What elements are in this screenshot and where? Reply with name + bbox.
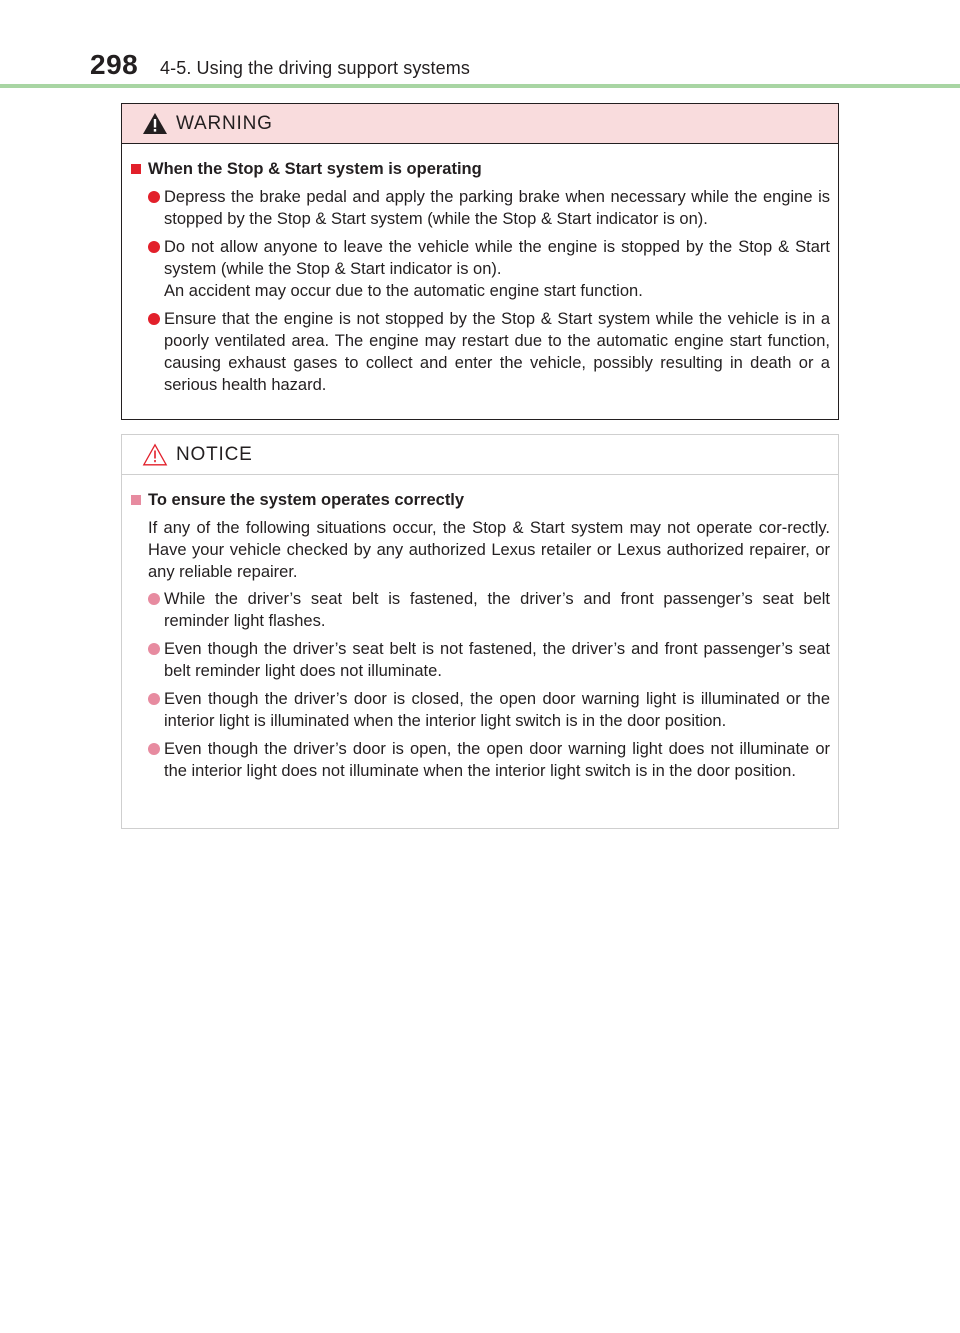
round-bullet-icon [148,743,160,755]
round-bullet-icon [148,643,160,655]
round-bullet-icon [148,693,160,705]
notice-header [122,435,838,475]
page-header [0,0,960,90]
round-bullet-icon [148,313,160,325]
warning-bullet [130,308,830,396]
warning-bullet [130,186,830,230]
bullet-text: Ensure that the engine is not stopped by the Stop & Start system while the vehicle is in a poorly ventilated area. The engine may restart due to the automatic engine start function, causing exhaust gases to collect and enter the vehicle, possibly resulting in death or a serious health hazard. [164,310,830,394]
notice-intro: If any of the following situations occur, the Stop & Start system may not operate cor-rectly. Have your vehicle checked by any authorized Lexus retailer or Lexus authorized repairer, or any reliable repairer. [148,519,830,581]
warning-body [122,144,838,396]
round-bullet-icon [148,593,160,605]
bullet-text: Even though the driver’s door is closed, the open door warning light is illuminated or the interior light is illuminated when the interior light switch is in the door position. [164,690,830,730]
page-number: 298 [90,49,139,80]
section-title: 4-5. Using the driving support systems [160,58,470,78]
notice-bullet [130,738,830,782]
bullet-text: Even though the driver’s seat belt is not fastened, the driver’s and front passenger’s seat belt reminder light does not illuminate. [164,640,830,680]
warning-header [122,104,838,144]
warning-subheading [130,158,830,180]
header-divider [0,84,960,88]
notice-triangle-outline-icon [142,443,168,466]
square-bullet-icon [131,495,141,505]
warning-box [121,103,839,420]
bullet-text-continued: An accident may occur due to the automatic engine start function. [164,282,643,300]
round-bullet-icon [148,241,160,253]
bullet-text: While the driver’s seat belt is fastened, the driver’s and front passenger’s seat belt reminder light flashes. [164,590,830,630]
notice-label: NOTICE [176,444,253,465]
notice-subheading [130,489,830,511]
bullet-text: Do not allow anyone to leave the vehicle while the engine is stopped by the Stop & Start system (while the Stop & Start indicator is on). [164,238,830,278]
round-bullet-icon [148,191,160,203]
warning-subheading-text: When the Stop & Start system is operating [148,160,482,178]
notice-bullet [130,588,830,632]
notice-box [121,434,839,829]
notice-body [122,475,838,782]
notice-subheading-text: To ensure the system operates correctly [148,491,465,509]
notice-bullet [130,638,830,682]
warning-label: WARNING [176,113,273,134]
bullet-text: Even though the driver’s door is open, the open door warning light does not illuminate or the interior light does not illuminate when the interior light switch is in the door position. [164,740,830,780]
bullet-text: Depress the brake pedal and apply the parking brake when necessary while the engine is stopped by the Stop & Start system (while the Stop & Start indicator is on). [164,188,830,228]
warning-bullet [130,236,830,302]
notice-bullet [130,688,830,732]
warning-triangle-icon [142,112,168,135]
square-bullet-icon [131,164,141,174]
